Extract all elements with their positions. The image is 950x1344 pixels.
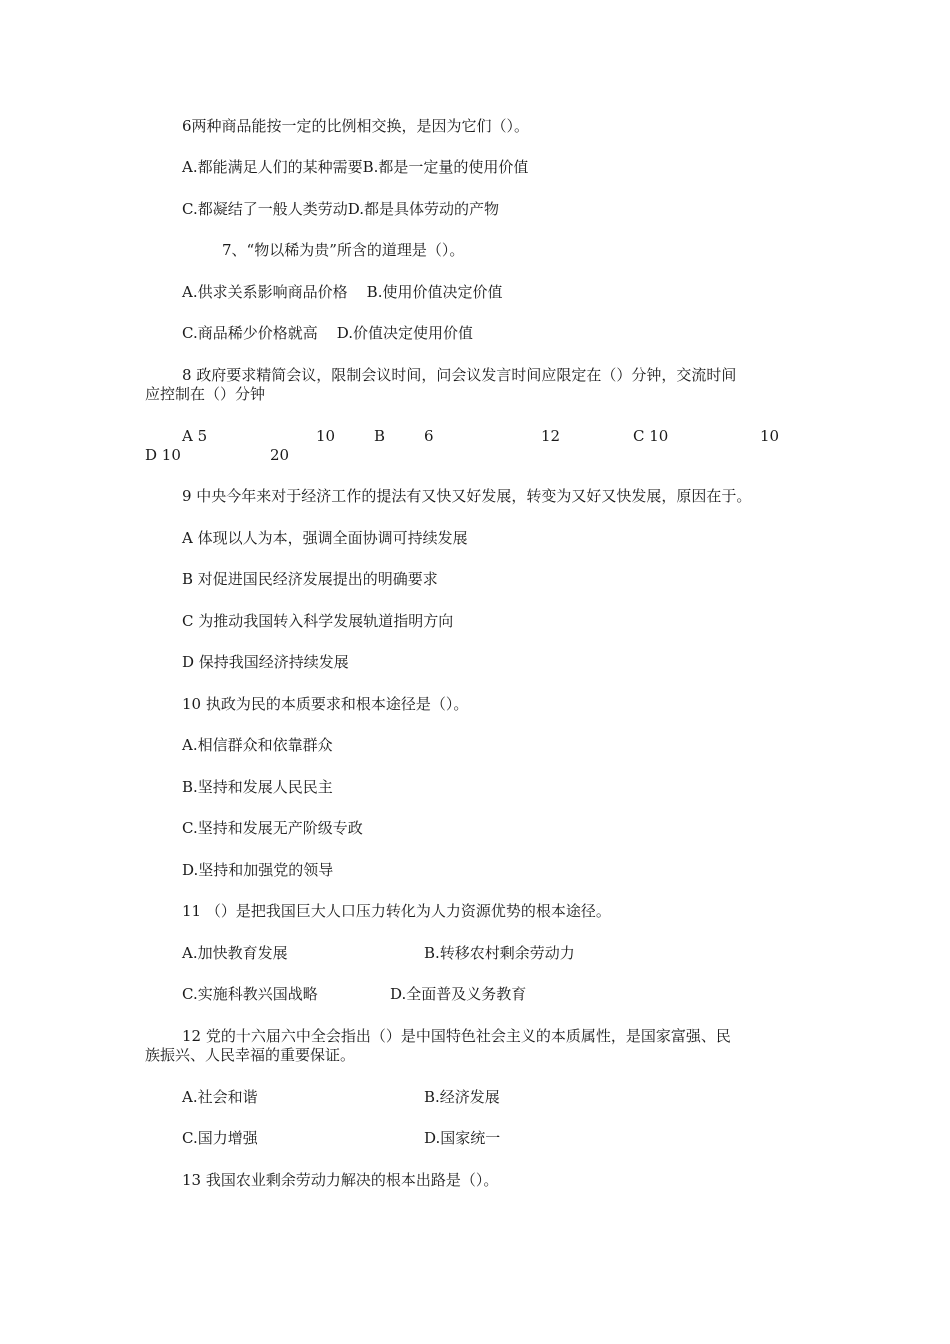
- q11-option-c: C.实施科教兴国战略: [182, 985, 318, 1003]
- q11-option-d: D.全面普及义务教育: [390, 985, 527, 1003]
- q8-option-a-label: A 5: [182, 427, 208, 445]
- q6-stem: 6两种商品能按一定的比例相交换，是因为它们（）。: [182, 117, 530, 135]
- q9-option-b: B 对促进国民经济发展提出的明确要求: [182, 570, 438, 588]
- q8-option-b-label: B: [374, 427, 386, 445]
- q8-option-a-value: 10: [316, 427, 336, 445]
- q10-option-b: B.坚持和发展人民民主: [182, 778, 333, 796]
- q12-option-a: A.社会和谐: [182, 1088, 258, 1106]
- q7-options-ab: A.供求关系影响商品价格 B.使用价值决定价值: [182, 283, 503, 301]
- q7-options-cd: C.商品稀少价格就高 D.价值决定使用价值: [182, 324, 474, 342]
- q12-stem-line-1: 12 党的十六届六中全会指出（）是中国特色社会主义的本质属性，是国家富强、民: [182, 1027, 731, 1045]
- q8-option-c-value: 10: [760, 427, 780, 445]
- q7-stem: 7、“物以稀为贵”所含的道理是（）。: [222, 241, 465, 259]
- q8-option-b-value-1: 6: [424, 427, 434, 445]
- q12-option-c: C.国力增强: [182, 1129, 258, 1147]
- q12-stem-line-2: 族振兴、人民幸福的重要保证。: [145, 1046, 356, 1064]
- q13-stem: 13 我国农业剩余劳动力解决的根本出路是（）。: [182, 1171, 499, 1189]
- q11-stem: 11 （）是把我国巨大人口压力转化为人力资源优势的根本途径。: [182, 902, 611, 920]
- q8-stem-line-2: 应控制在（）分钟: [145, 385, 266, 403]
- q10-stem: 10 执政为民的本质要求和根本途径是（）。: [182, 695, 469, 713]
- q12-option-d: D.国家统一: [424, 1129, 501, 1147]
- q10-option-a: A.相信群众和依靠群众: [182, 736, 333, 754]
- q9-option-a: A 体现以人为本，强调全面协调可持续发展: [182, 529, 468, 547]
- q10-option-d: D.坚持和加强党的领导: [182, 861, 334, 879]
- q12-option-b: B.经济发展: [424, 1088, 500, 1106]
- q8-option-d-value: 20: [270, 446, 290, 464]
- q11-option-b: B.转移农村剩余劳动力: [424, 944, 575, 962]
- q8-option-d-label: D 10: [145, 446, 181, 464]
- q8-option-c-label: C 10: [633, 427, 669, 445]
- q6-options-ab: A.都能满足人们的某种需要B.都是一定量的使用价值: [182, 158, 529, 176]
- q8-stem-line-1: 8 政府要求精简会议，限制会议时间，问会议发言时间应限定在（）分钟，交流时间: [182, 366, 737, 384]
- q11-option-a: A.加快教育发展: [182, 944, 288, 962]
- q9-option-d: D 保持我国经济持续发展: [182, 653, 349, 671]
- q10-option-c: C.坚持和发展无产阶级专政: [182, 819, 363, 837]
- q6-options-cd: C.都凝结了一般人类劳动D.都是具体劳动的产物: [182, 200, 499, 218]
- q9-stem: 9 中央今年来对于经济工作的提法有又快又好发展，转变为又好又快发展，原因在于。: [182, 487, 752, 505]
- q8-option-b-value-2: 12: [541, 427, 561, 445]
- q9-option-c: C 为推动我国转入科学发展轨道指明方向: [182, 612, 454, 630]
